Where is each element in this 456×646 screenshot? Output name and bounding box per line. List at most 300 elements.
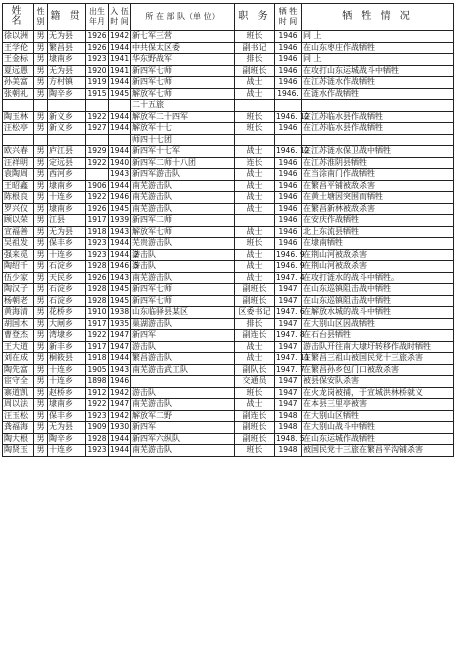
cell-sacrifice: 1947 <box>275 399 302 411</box>
cell-enlist: 1944 <box>110 123 130 132</box>
table-row <box>3 249 454 261</box>
cell-name: 汪祥明 <box>3 157 34 169</box>
cell-post: 战士 <box>235 249 275 261</box>
table-row <box>3 146 454 158</box>
table-row <box>3 295 454 307</box>
cell-sacrifice: 1947. 4 <box>276 272 305 282</box>
cell-name: 黄海清 <box>3 307 34 319</box>
table-row <box>3 54 454 66</box>
table-row <box>3 307 454 319</box>
cell-birth: 1922 <box>87 157 107 167</box>
cell-unit: 南芜游击队 <box>131 399 235 411</box>
cell-origin: 湾埭乡 <box>48 330 86 342</box>
cell-enlist: 1943 <box>110 364 130 374</box>
cell-name: 王昭鑫 <box>3 180 34 192</box>
cell-sex: 男 <box>34 422 48 434</box>
header-post: 职 务 <box>235 4 275 31</box>
cell-name: 夏远愚 <box>3 65 34 77</box>
table-row <box>3 111 454 123</box>
cell-birth: 1928 <box>87 284 107 293</box>
cell-post: 区委书记 <box>235 307 275 319</box>
cell-birth: 1928 <box>87 295 107 305</box>
cell-name: 袁陶周 <box>3 169 34 181</box>
cell-origin: 埭南乡 <box>48 180 86 192</box>
cell-sex <box>34 100 48 112</box>
cell-post: 战士 <box>235 261 275 273</box>
cell-circumstance: 同 上 <box>302 31 454 43</box>
cell-birth: 1910 <box>87 307 107 316</box>
cell-unit: 新四军六纵队 <box>131 433 235 445</box>
cell-post: 战士 <box>235 399 275 411</box>
cell-sex: 男 <box>34 353 48 365</box>
table-row <box>3 169 454 181</box>
cell-name: 吴祖发 <box>3 238 34 250</box>
cell-sex: 男 <box>34 387 48 399</box>
cell-name: 胡国木 <box>3 318 34 330</box>
cell-circumstance: 在大别山区因战牺牲 <box>302 318 454 330</box>
martyrs-table-page <box>2 3 453 642</box>
cell-birth: 1926 <box>87 42 107 52</box>
table-row <box>3 100 454 112</box>
cell-unit: 解放军二十四军 <box>131 111 235 123</box>
table-row <box>3 77 454 89</box>
cell-circumstance: 在江苏涟水保卫战中牺牲 <box>302 146 454 158</box>
cell-sacrifice: 1947. 11 <box>276 353 310 362</box>
table-row <box>3 42 454 54</box>
cell-enlist: 1942 <box>110 31 130 40</box>
cell-birth: 1922 <box>87 111 107 121</box>
cell-sacrifice: 1947 <box>275 387 302 399</box>
cell-circumstance: 在攻打涟水的战斗中牺牲。 <box>302 272 454 284</box>
cell-enlist: 1944 <box>110 42 130 52</box>
cell-enlist: 1947 <box>110 399 130 408</box>
cell-sex: 男 <box>34 203 48 215</box>
cell-birth: 1919 <box>87 77 107 86</box>
cell-circumstance: 在繁昌三祖山被国民党十三旅杀害 <box>302 353 454 365</box>
cell-birth: 1909 <box>87 422 107 431</box>
cell-post: 战士 <box>235 77 275 89</box>
cell-circumstance: 在山东巡镇阻击战中牺牲 <box>302 295 454 307</box>
cell-origin: 新义乡 <box>48 123 86 135</box>
cell-circumstance <box>302 100 454 112</box>
table-row <box>3 318 454 330</box>
cell-enlist: 1930 <box>110 422 130 431</box>
cell-name: 王金标 <box>3 54 34 66</box>
cell-unit: 新四军十七军 <box>131 146 235 158</box>
cell-origin: 花桥乡 <box>48 307 86 319</box>
cell-name: 龚福海 <box>3 422 34 434</box>
cell-enlist: 1944 <box>110 433 130 443</box>
cell-unit: 芜贵游击队 <box>131 238 235 250</box>
cell-sacrifice <box>275 100 302 112</box>
cell-circumstance: 在解放水城的战斗中牺牲 <box>302 307 454 319</box>
table-row <box>3 399 454 411</box>
cell-birth: 1917 <box>87 318 107 328</box>
cell-sex: 男 <box>34 284 48 296</box>
cell-circumstance: 在当涂南门作战牺牲 <box>302 169 454 181</box>
cell-origin: 方村镇 <box>48 77 86 89</box>
cell-name: 杨朝老 <box>3 295 34 307</box>
cell-sex: 男 <box>34 146 48 158</box>
cell-sex: 男 <box>34 77 48 89</box>
cell-birth: 1915 <box>87 88 107 98</box>
cell-origin: 繁昌县 <box>48 42 86 54</box>
cell-post: 排长 <box>235 54 275 66</box>
cell-name: 寨道凯 <box>3 387 34 399</box>
cell-circumstance: 在荆山河被敌杀害 <box>302 249 454 261</box>
cell-post: 班长 <box>235 31 275 43</box>
cell-circumstance: 在繁昌新林被敌杀害 <box>302 203 454 215</box>
cell-sex: 男 <box>34 272 48 284</box>
cell-unit: 新四军七师 <box>131 77 235 89</box>
cell-enlist: 1945 <box>110 295 130 305</box>
table-row <box>3 272 454 284</box>
cell-birth: 1922 <box>87 192 107 201</box>
cell-post: 副班长 <box>235 433 275 445</box>
table-row <box>3 341 454 353</box>
cell-unit: 解放军七师 <box>131 226 235 238</box>
cell-sex: 男 <box>34 215 48 227</box>
cell-unit: 游击队 <box>131 249 235 261</box>
cell-post: 副班长 <box>235 65 275 77</box>
cell-name: 张朝礼 <box>3 88 34 100</box>
cell-enlist: 1944 <box>110 238 130 247</box>
cell-sacrifice: 1946. 12 <box>276 111 310 121</box>
cell-birth: 1917 <box>87 341 107 351</box>
cell-sacrifice: 1946. 12 <box>276 146 310 155</box>
cell-sacrifice: 1947. 6 <box>276 307 305 316</box>
cell-origin: 埭南乡 <box>48 399 86 411</box>
cell-origin: 保丰乡 <box>48 238 86 250</box>
cell-birth <box>86 134 109 146</box>
table-row <box>3 238 454 250</box>
cell-post: 副连长 <box>235 410 275 422</box>
cell-sex: 男 <box>34 364 48 376</box>
cell-enlist: 1935 <box>110 318 130 328</box>
cell-enlist: 1940 <box>110 157 130 167</box>
table-row <box>3 65 454 77</box>
cell-origin: 埭南乡 <box>48 203 86 215</box>
cell-name: 孙美富 <box>3 77 34 89</box>
cell-unit: 二十五旅 <box>131 100 235 112</box>
cell-origin: 无为县 <box>48 226 86 238</box>
table-row <box>3 134 454 146</box>
cell-circumstance: 在本县三里亭被害 <box>302 399 454 411</box>
cell-origin: 无为县 <box>48 422 86 434</box>
cell-origin: 无为县 <box>48 65 86 77</box>
cell-birth: 1918 <box>87 353 107 362</box>
cell-post: 班长 <box>235 387 275 399</box>
cell-name: 伍少家 <box>3 272 34 284</box>
cell-name: 陶玉林 <box>3 111 34 123</box>
cell-unit: 山东临驿县某区 <box>131 307 235 319</box>
cell-origin: 十连乡 <box>48 376 86 388</box>
cell-post: 班长 <box>235 111 275 123</box>
cell-post: 副班长 <box>235 422 275 434</box>
cell-name: 强来觅 <box>3 249 34 261</box>
cell-post <box>235 134 275 146</box>
cell-origin: 天民乡 <box>48 272 86 284</box>
cell-origin: 保丰乡 <box>48 410 86 422</box>
cell-sex: 男 <box>34 410 48 422</box>
cell-post: 副队长 <box>235 364 275 376</box>
cell-enlist: 1944. 2 <box>110 249 139 259</box>
cell-sex: 男 <box>34 307 48 319</box>
cell-post: 战士 <box>235 226 275 238</box>
cell-unit: 新四军七师 <box>131 284 235 296</box>
table-row <box>3 422 454 434</box>
table-row <box>3 330 454 342</box>
cell-name: 顾以荣 <box>3 215 34 227</box>
cell-post: 副班长 <box>235 284 275 296</box>
cell-circumstance: 被国民党十三旅在繁昌平沟铺杀害 <box>302 445 454 457</box>
cell-sacrifice: 1946 <box>275 42 302 54</box>
table-row <box>3 215 454 227</box>
cell-unit: 南芜游击队 <box>131 180 235 192</box>
cell-enlist: 1947 <box>110 330 130 339</box>
cell-name: 陶汉子 <box>3 284 34 296</box>
table-row <box>3 353 454 365</box>
cell-circumstance: 游击队开往南大埭圩转移作战时牺牲 <box>302 341 454 353</box>
cell-sex: 男 <box>34 249 48 261</box>
cell-sex: 男 <box>34 238 48 250</box>
cell-name: 徐以洲 <box>3 31 34 43</box>
table-row <box>3 376 454 388</box>
cell-sex: 男 <box>34 445 48 457</box>
cell-circumstance: 在江苏涟水作战牺牲 <box>302 77 454 89</box>
cell-enlist: 1941 <box>110 54 130 63</box>
cell-sacrifice: 1948 <box>275 410 302 422</box>
cell-enlist: 1945 <box>110 203 130 213</box>
cell-enlist: 1943 <box>110 272 130 282</box>
cell-origin <box>48 100 86 112</box>
cell-unit: 新四军七师 <box>131 65 235 77</box>
cell-enlist <box>109 100 131 112</box>
cell-post: 战士 <box>235 272 275 284</box>
cell-circumstance: 同 上 <box>302 54 454 66</box>
cell-sex: 男 <box>34 341 48 353</box>
cell-circumstance: 在火龙岗被捕，于宣城洪林桥就义 <box>302 387 454 399</box>
cell-sex: 男 <box>34 295 48 307</box>
table-row <box>3 445 454 457</box>
cell-sacrifice: 1947 <box>275 295 302 307</box>
cell-birth: 1923 <box>87 410 107 420</box>
cell-sacrifice: 1947. 8 <box>276 330 305 339</box>
cell-sacrifice: 1946 <box>275 192 302 204</box>
cell-enlist: 1944 <box>110 111 130 121</box>
cell-circumstance: 在涟水作战牺牲 <box>302 88 454 100</box>
table-row <box>3 203 454 215</box>
cell-name: 陶绍千 <box>3 261 34 273</box>
cell-sex: 男 <box>34 330 48 342</box>
cell-unit: 新四军 <box>131 422 235 434</box>
cell-circumstance: 在石台县牺牲 <box>302 330 454 342</box>
cell-name: 宣福善 <box>3 226 34 238</box>
cell-sacrifice: 1947 <box>275 341 302 353</box>
cell-name: 王大道 <box>3 341 34 353</box>
cell-origin: 十连乡 <box>48 249 86 261</box>
cell-circumstance: 在山东枣庄作战牺牲 <box>302 42 454 54</box>
cell-birth: 1929 <box>87 146 107 155</box>
header-sacrifice: 牺 牲时 间 <box>275 4 302 31</box>
cell-origin: 西河乡 <box>48 169 86 181</box>
cell-origin: 石淀乡 <box>48 284 86 296</box>
cell-birth: 1923 <box>87 249 107 259</box>
cell-circumstance: 在大别山区牺牲 <box>302 410 454 422</box>
cell-sacrifice: 1946 <box>275 226 302 238</box>
header-birth: 出生年月 <box>86 4 109 31</box>
cell-enlist: 1944 <box>110 180 130 190</box>
cell-post: 战士 <box>235 169 275 181</box>
cell-origin: 石淀乡 <box>48 295 86 307</box>
cell-name: 周以法 <box>3 399 34 411</box>
cell-birth: 1926 <box>87 203 107 213</box>
cell-name: 曹登杰 <box>3 330 34 342</box>
cell-enlist: 1946 <box>110 376 130 385</box>
cell-unit: 南芜游击队 <box>131 445 235 457</box>
cell-sex <box>34 134 48 146</box>
cell-unit: 解放军二野 <box>131 410 235 422</box>
cell-sex: 男 <box>34 42 48 54</box>
cell-sacrifice: 1946 <box>275 31 302 43</box>
cell-unit: 新四军七师 <box>131 295 235 307</box>
cell-origin: 新丰乡 <box>48 341 86 353</box>
cell-origin: 定远县 <box>48 157 86 169</box>
cell-circumstance: 在大别山战斗中牺牲 <box>302 422 454 434</box>
cell-sacrifice: 1947 <box>275 318 302 330</box>
cell-enlist: 1944 <box>110 77 130 86</box>
cell-enlist: 1943 <box>110 226 130 236</box>
cell-sacrifice: 1946. 9 <box>276 261 305 270</box>
cell-enlist: 1945 <box>110 284 130 293</box>
cell-post: 战士 <box>235 146 275 158</box>
table-row <box>3 157 454 169</box>
cell-sex: 男 <box>34 88 48 100</box>
cell-sacrifice: 1946 <box>275 215 302 227</box>
cell-unit: 繁昌游击队 <box>131 353 235 365</box>
cell-origin <box>48 134 86 146</box>
cell-name: 汪玉松 <box>3 410 34 422</box>
cell-birth: 1928 <box>87 261 107 270</box>
header-name: 姓 名 <box>3 4 34 31</box>
cell-name: 刘在成 <box>3 353 34 365</box>
cell-origin: 十连乡 <box>48 192 86 204</box>
cell-birth: 1922 <box>87 330 107 339</box>
cell-name <box>3 134 34 146</box>
cell-origin: 大闸乡 <box>48 318 86 330</box>
cell-sex: 男 <box>34 123 48 135</box>
cell-post: 排长 <box>235 318 275 330</box>
cell-sex: 男 <box>34 433 48 445</box>
table-body <box>3 31 454 457</box>
cell-circumstance: 在黄土塘因突围而牺牲 <box>302 192 454 204</box>
cell-post: 副书记 <box>235 42 275 54</box>
cell-post: 班长 <box>235 238 275 250</box>
cell-post: 副班长 <box>235 295 275 307</box>
cell-unit: 南芜游击队 <box>131 272 235 284</box>
cell-birth: 1920 <box>87 65 107 75</box>
cell-sex: 男 <box>34 31 48 43</box>
cell-name: 汪松亭 <box>3 123 34 135</box>
cell-post: 班长 <box>235 123 275 135</box>
cell-circumstance: 在江苏临水县作战牺牲 <box>302 111 454 123</box>
cell-enlist <box>109 134 131 146</box>
cell-birth: 1923 <box>87 445 107 454</box>
cell-post <box>235 215 275 227</box>
cell-origin: 新义乡 <box>48 111 86 123</box>
cell-origin: 江县 <box>48 215 86 227</box>
cell-origin: 无为县 <box>48 31 86 43</box>
cell-unit: 解放军七师 <box>131 88 235 100</box>
cell-enlist: 1944 <box>110 445 130 454</box>
cell-sex: 男 <box>34 226 48 238</box>
cell-enlist: 1945 <box>110 88 130 98</box>
header-origin: 籍 贯 <box>48 4 86 31</box>
cell-name: 陶大根 <box>3 433 34 445</box>
cell-circumstance: 在江苏临水县作战牺牲 <box>302 123 454 135</box>
cell-sex: 男 <box>34 376 48 388</box>
cell-birth: 1906 <box>87 180 107 190</box>
table-row <box>3 88 454 100</box>
cell-sacrifice: 1946 <box>275 123 302 135</box>
cell-enlist: 1944 <box>110 146 130 155</box>
cell-unit: 新四军二师 <box>131 215 235 227</box>
cell-birth: 1926 <box>87 31 107 40</box>
table-row <box>3 284 454 296</box>
cell-enlist: 1943 <box>110 169 130 178</box>
cell-sacrifice: 1946 <box>275 238 302 250</box>
cell-circumstance <box>302 134 454 146</box>
cell-post: 战士 <box>235 88 275 100</box>
martyrs-table <box>2 3 454 457</box>
cell-post: 交通员 <box>235 376 275 388</box>
cell-sacrifice <box>275 134 302 146</box>
cell-birth <box>86 169 109 181</box>
cell-sex: 男 <box>34 65 48 77</box>
cell-sacrifice: 1947 <box>275 284 302 296</box>
cell-birth: 1923 <box>87 238 107 247</box>
cell-unit: 新四军游击队 <box>131 169 235 181</box>
cell-sex: 男 <box>34 318 48 330</box>
cell-name: 罗兴仪 <box>3 203 34 215</box>
cell-sacrifice: 1946 <box>275 65 302 77</box>
cell-origin: 十连乡 <box>48 364 86 376</box>
table-row <box>3 387 454 399</box>
table-row <box>3 180 454 192</box>
cell-origin: 陶辛乡 <box>48 88 86 100</box>
cell-sex: 男 <box>34 399 48 411</box>
cell-unit: 新七军三营 <box>131 31 235 43</box>
header-circumstance: 牺 牲 情 况 <box>302 4 454 31</box>
table-row <box>3 410 454 422</box>
cell-origin: 桐筱县 <box>48 353 86 365</box>
cell-unit: 南芜游击武工队 <box>131 364 235 376</box>
cell-circumstance: 在繁昌平铺被敌杀害 <box>302 180 454 192</box>
cell-enlist: 1944 <box>110 353 130 362</box>
cell-name: 陈根良 <box>3 192 34 204</box>
table-row <box>3 261 454 273</box>
table-row <box>3 123 454 135</box>
cell-birth: 1926 <box>87 272 107 282</box>
cell-sacrifice: 1948 <box>275 445 302 457</box>
cell-circumstance: 在山东运城作战牺牲 <box>302 433 454 445</box>
table-row <box>3 192 454 204</box>
cell-sex: 男 <box>34 157 48 169</box>
cell-post: 战士 <box>235 192 275 204</box>
header-unit: 所 在 部 队（单 位） <box>131 4 235 31</box>
header-row <box>3 4 454 31</box>
cell-circumstance: 在攻打山东运城战斗中牺牲 <box>302 65 454 77</box>
